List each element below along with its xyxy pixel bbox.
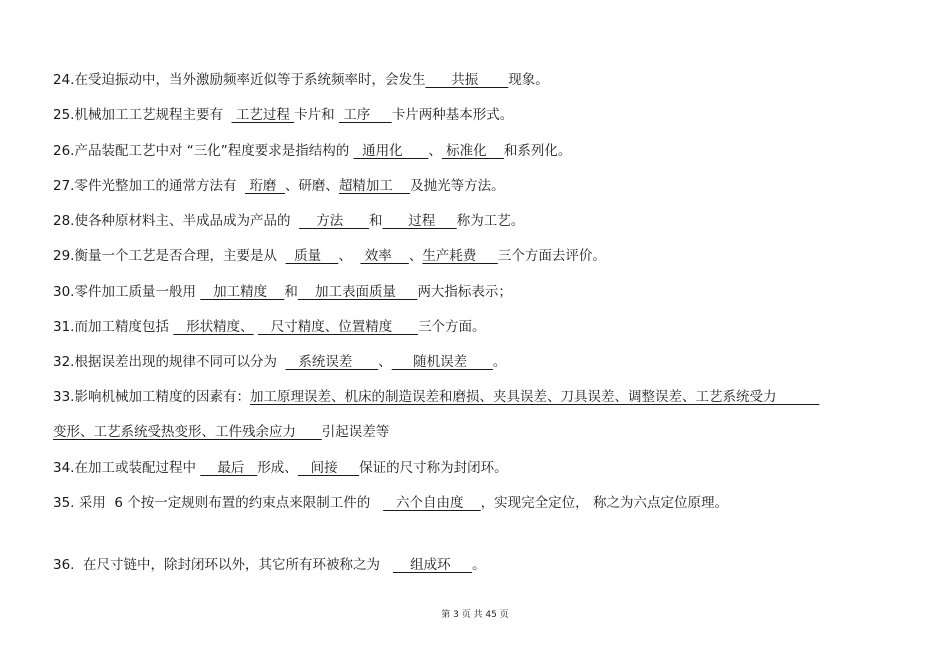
question-text: 25.机械加工工艺规程主要有 <box>53 107 232 123</box>
answer-blank: 工序 <box>338 107 392 123</box>
answer-blank: 标准化 <box>441 143 504 159</box>
question-text: 引起误差等 <box>321 424 390 440</box>
answer-blank: 最后 <box>200 460 258 476</box>
question-text: 和 <box>368 213 383 229</box>
question-text: 。 <box>492 354 507 370</box>
answer-blank: 尺寸精度、位置精度 <box>257 319 419 335</box>
question-text: 及抛光等方法。 <box>410 178 505 194</box>
question-text: ，实现完全定位， 称之为六点定位原理。 <box>480 495 728 511</box>
text-line <box>53 211 524 231</box>
question-text: 保证的尺寸称为封闭环。 <box>359 460 508 476</box>
question-text: 和 <box>284 284 298 300</box>
question-text: 三个方面去评价。 <box>497 248 606 264</box>
answer-blank: 六个自由度 <box>383 495 481 511</box>
question-text: 31.而加工精度包括 <box>53 319 174 335</box>
answer-blank: 随机误差 <box>391 354 493 370</box>
text-line <box>53 176 505 196</box>
answer-blank: 共振 <box>425 72 509 88</box>
question-text: 、 <box>428 143 442 159</box>
question-text: 27.零件光整加工的通常方法有 <box>53 178 246 194</box>
question-text: 26.产品装配工艺中对 “三化”程度要求是指结构的 <box>53 143 354 159</box>
answer-blank: 加工表面质量 <box>297 284 418 300</box>
question-text: 24.在受迫振动中，当外激励频率近似等于系统频率时，会发生 <box>53 72 426 88</box>
answer-blank: 质量 <box>285 248 339 264</box>
question-text: 28.使各种原材料主、半成品成为产品的 <box>53 213 300 229</box>
question-text: 称为工艺。 <box>456 213 525 229</box>
text-line <box>53 352 506 372</box>
text-line <box>53 141 571 161</box>
question-text: 33.影响机械加工精度的因素有： <box>53 389 250 405</box>
answer-blank: 珩磨 <box>245 178 285 194</box>
answer-blank: 组成环 <box>392 557 473 573</box>
answer-blank: 加工原理误差、机床的制造误差和磨损、夹具误差、刀具误差、调整误差、工艺系统受力 <box>249 389 820 405</box>
answer-blank: 系统误差 <box>285 354 379 370</box>
question-text: 卡片两种基本形式。 <box>391 107 514 123</box>
answer-blank: 通用化 <box>353 143 429 159</box>
question-text: 32.根据误差出现的规律不同可以分为 <box>53 354 286 370</box>
question-text: 形成、 <box>257 460 298 476</box>
text-line <box>53 105 513 125</box>
answer-blank: 形状精度、 <box>173 319 254 335</box>
text-line <box>53 422 389 442</box>
text-line <box>53 70 549 90</box>
text-line <box>53 555 486 575</box>
text-line <box>53 458 508 478</box>
answer-blank: 生产耗费 <box>422 248 498 264</box>
question-text: 30.零件加工质量一般用 <box>53 284 201 300</box>
question-text: 29.衡量一个工艺是否合理，主要是从 <box>53 248 286 264</box>
text-line <box>53 317 486 337</box>
question-text: 、 <box>408 248 423 264</box>
answer-blank: 间接 <box>297 460 360 476</box>
question-text: 、 <box>338 248 361 264</box>
question-text: 36. 在尺寸链中，除封闭环以外，其它所有环被称之为 <box>53 557 393 573</box>
text-line <box>53 246 606 266</box>
answer-blank: 效率 <box>360 248 409 264</box>
question-text: 两大指标表示； <box>417 284 512 300</box>
answer-blank: 变形、工艺系统受热变形、工件残余应力 <box>53 424 322 440</box>
text-line <box>53 387 819 407</box>
text-line <box>53 282 512 302</box>
question-text: 现象。 <box>508 72 549 88</box>
question-text: 、研磨、 <box>284 178 339 194</box>
question-text: 三个方面。 <box>418 319 486 335</box>
answer-blank: 超精加工 <box>338 178 411 194</box>
question-text: 和系列化。 <box>503 143 572 159</box>
question-text: 34.在加工或装配过程中 <box>53 460 201 476</box>
page-footer: 第 3 页 共 45 页 <box>441 610 509 620</box>
answer-blank: 加工精度 <box>200 284 285 300</box>
answer-blank: 方法 <box>299 213 369 229</box>
text-line <box>53 493 728 513</box>
question-text: 35. 采用 6 个按一定规则布置的约束点来限制工件的 <box>53 495 384 511</box>
question-text: 卡片和 <box>294 107 339 123</box>
question-text: 、 <box>378 354 392 370</box>
answer-blank: 过程 <box>382 213 457 229</box>
answer-blank: 工艺过程 <box>231 107 295 123</box>
question-text: 。 <box>472 557 486 573</box>
